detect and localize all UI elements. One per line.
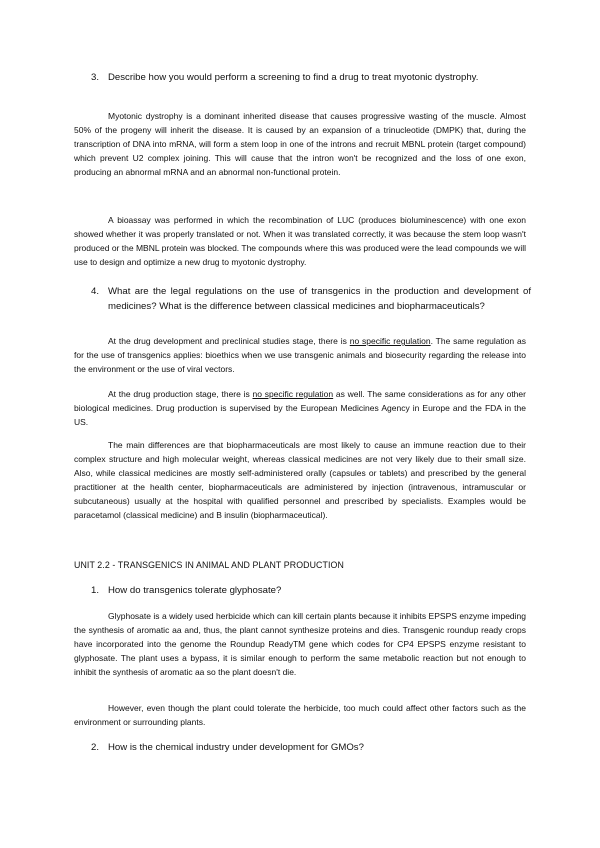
unit-question-2: [91, 740, 531, 755]
question-number: 4.: [91, 286, 100, 297]
question-4: [91, 284, 531, 314]
text-segment: At the drug development and preclinical studies stage, there is: [108, 336, 350, 346]
underlined-phrase: no specific regulation: [252, 389, 334, 399]
question-text: What are the legal regulations on the use of transgenics in the production and development of medicines? What is the difference between classical medicines and biopharmaceuticals?: [108, 286, 531, 312]
question-number: 1.: [91, 585, 100, 596]
paragraph-bioassay: A bioassay was performed in which the recombination of LUC (produces bioluminescence) with one exon showed whether it was properly translated or not. When it was translated correctly, it was because the stem loop wasn't produced or the MBNL protein was blocked. The compounds where this was produced were the lead compounds we will use to design and optimize a new drug to myotonic dystrophy.: [74, 215, 526, 267]
text-segment: . The same regulation as for the use of transgenics applies: bioethics when we use transgenic animals and biosecurity regarding the release into the environment or the use of viral vectors.: [74, 336, 526, 374]
question-text: How is the chemical industry under development for GMOs?: [108, 742, 364, 753]
question-number: 2.: [91, 742, 100, 753]
paragraph-glyphosate: Glyphosate is a widely used herbicide which can kill certain plants because it inhibits EPSPS enzyme impeding the synthesis of aromatic aa and, thus, the plant cannot synthesize proteins and dies. Transgenic roundup ready crops have incorporated into the genome the Roundup ReadyTM gene which codes for CP4 EPSPS enzyme resistant to glyphosate. The plant uses a bypass, it is similar enough to perform the same metabolic reaction but not enough to inhibit the synthesis of aromatic aa so the plant doesn't die.: [74, 611, 526, 677]
text-segment: At the drug production stage, there is: [108, 389, 253, 399]
paragraph-herbicide-effects: However, even though the plant could tolerate the herbicide, too much could affect other factors such as the environment or surrounding plants.: [74, 703, 526, 727]
question-number: 3.: [91, 72, 100, 83]
question-3: [91, 70, 531, 85]
underlined-phrase: no specific regulation: [349, 336, 431, 346]
paragraph-production-regulation: [74, 387, 526, 429]
paragraph-main-differences: The main differences are that biopharmaceuticals are most likely to cause an immune reaction due to their complex structure and high molecular weight, whereas classical medicines are not very likely due to their small size. Also, while classical medicines are mostly self-administered orally (capsules or tablets) and prescribed by the general practitioner at the health center, biopharmaceuticals are administered by injection (intravenous, intramuscular or subcutaneous) usually at the hospital with qualified personnel and prescribed by specialists. Examples would be paracetamol (classical medicine) and B insulin (biopharmaceutical).: [74, 440, 526, 520]
paragraph-myotonic-dystrophy: Myotonic dystrophy is a dominant inherited disease that causes progressive wasting of the muscle. Almost 50% of the progeny will inherit the disease. It is caused by an expansion of a trinucleotide (DMPK) that, during the transcription of DNA into mRNA, will form a stem loop in one of the introns and recruit MBNL protein (target compound) which prevent U2 complex joining. This will cause that the intron won't be recognized and the loss of one exon, producing an abnormal mRNA and an abnormal non-functional protein.: [74, 111, 526, 177]
paragraph-preclinical-regulation: [74, 334, 526, 376]
question-text: How do transgenics tolerate glyphosate?: [108, 585, 282, 596]
question-text: Describe how you would perform a screening to find a drug to treat myotonic dystrophy.: [108, 72, 479, 83]
unit-question-1: [91, 583, 531, 598]
text-segment: as well. The same considerations as for any other biological medicines. Drug production is supervised by the European Medicines Agency in Europe and the FDA in the US.: [74, 389, 526, 427]
unit-heading: UNIT 2.2 - TRANSGENICS IN ANIMAL AND PLANT PRODUCTION: [74, 560, 344, 570]
